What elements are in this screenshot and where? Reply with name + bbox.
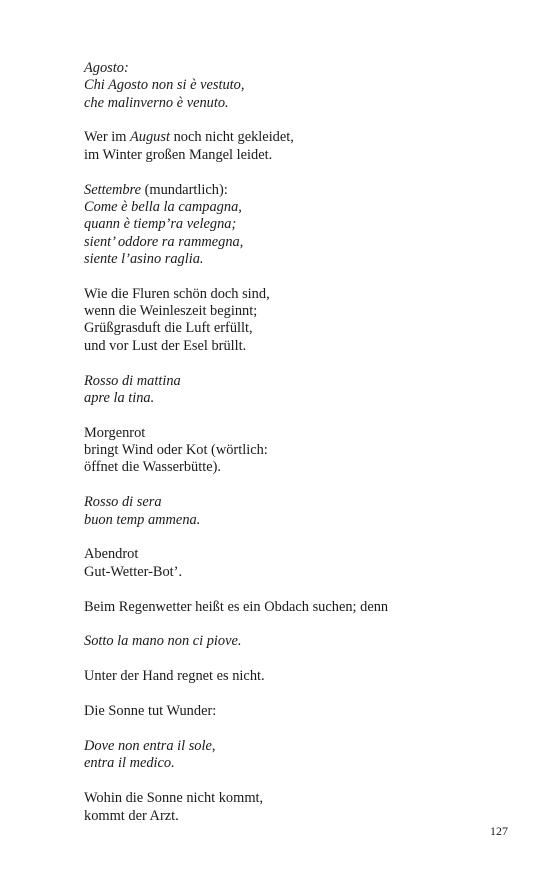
text-line bbox=[84, 182, 524, 199]
italic-segment: Agosto: bbox=[84, 60, 129, 76]
text-line bbox=[84, 564, 524, 581]
text-line bbox=[84, 790, 524, 807]
italic-segment: quann è tiemp’ra velegna; bbox=[84, 216, 237, 233]
text-line bbox=[84, 286, 524, 303]
text-line bbox=[84, 442, 524, 459]
roman-segment: (mundartlich): bbox=[141, 181, 228, 198]
italic-segment: buon temp ammena. bbox=[84, 511, 201, 528]
roman-segment: Grüßgrasduft die Luft erfüllt, bbox=[84, 320, 253, 337]
italic-segment: Chi Agosto non si è vestuto, bbox=[84, 77, 245, 94]
text-line bbox=[84, 303, 524, 320]
stanza bbox=[84, 546, 524, 581]
stanza bbox=[84, 494, 524, 529]
italic-segment: siente l’asino raglia. bbox=[84, 250, 204, 267]
text-line bbox=[84, 512, 524, 529]
text-line bbox=[84, 77, 524, 94]
italic-segment: sient’ oddore ra rammegna, bbox=[84, 233, 244, 250]
text-line bbox=[84, 320, 524, 337]
roman-segment: und vor Lust der Esel brüllt. bbox=[84, 337, 247, 354]
stanza bbox=[84, 60, 524, 112]
italic-segment: Come è bella la campagna, bbox=[84, 198, 242, 215]
text-line bbox=[84, 199, 524, 216]
text-line bbox=[84, 60, 524, 77]
text-line bbox=[84, 251, 524, 268]
stanza bbox=[84, 286, 524, 355]
roman-segment: Wohin die Sonne nicht kommt, bbox=[84, 790, 264, 807]
text-line bbox=[84, 216, 524, 233]
text-line bbox=[84, 425, 524, 442]
text-line bbox=[84, 808, 524, 825]
text-line bbox=[84, 234, 524, 251]
italic-segment: Sotto la mano non ci piove. bbox=[84, 633, 242, 650]
text-line bbox=[84, 494, 524, 511]
text-line bbox=[84, 459, 524, 476]
italic-segment: Rosso di mattina bbox=[84, 372, 181, 389]
roman-segment: noch nicht gekleidet, bbox=[169, 129, 294, 146]
roman-segment: bringt Wind oder Kot (wörtlich: bbox=[84, 442, 268, 459]
text-line bbox=[84, 95, 524, 112]
roman-segment: öffnet die Wasserbütte). bbox=[84, 459, 221, 476]
roman-segment: Gut-Wetter-Bot’. bbox=[84, 563, 183, 580]
text-line bbox=[84, 668, 524, 685]
roman-segment: Abendrot bbox=[84, 546, 139, 563]
roman-segment: Wie die Fluren schön doch sind, bbox=[84, 285, 270, 302]
roman-segment: kommt der Arzt. bbox=[84, 807, 179, 824]
roman-segment: im Winter großen Mangel leidet. bbox=[84, 146, 273, 163]
roman-segment: Unter der Hand regnet es nicht. bbox=[84, 668, 265, 685]
italic-segment: Rosso di sera bbox=[84, 494, 162, 511]
text-line bbox=[84, 599, 524, 616]
stanza bbox=[84, 633, 524, 650]
stanza bbox=[84, 703, 524, 720]
text-line bbox=[84, 129, 524, 146]
stanza bbox=[84, 373, 524, 408]
italic-segment: August bbox=[130, 129, 170, 146]
roman-segment: Die Sonne tut Wunder: bbox=[84, 703, 217, 720]
text-line bbox=[84, 390, 524, 407]
roman-segment: Beim Regenwetter heißt es ein Obdach suchen; denn bbox=[84, 598, 389, 615]
italic-segment: Settembre bbox=[84, 181, 142, 198]
roman-segment: wenn die Weinleszeit beginnt; bbox=[84, 303, 258, 320]
text-line bbox=[84, 633, 524, 650]
page-body bbox=[84, 60, 524, 843]
italic-segment: Dove non entra il sole, bbox=[84, 738, 216, 755]
roman-segment: Wer im bbox=[84, 129, 130, 146]
text-line bbox=[84, 703, 524, 720]
text-line bbox=[84, 373, 524, 390]
italic-segment: apre la tina. bbox=[84, 389, 155, 406]
stanza bbox=[84, 599, 524, 616]
text-line bbox=[84, 755, 524, 772]
roman-segment: Morgenrot bbox=[84, 424, 146, 441]
page-number: 127 bbox=[490, 824, 508, 838]
stanza bbox=[84, 668, 524, 685]
stanza bbox=[84, 738, 524, 773]
italic-segment: che malinverno è venuto. bbox=[84, 94, 229, 111]
stanza bbox=[84, 425, 524, 477]
text-line bbox=[84, 738, 524, 755]
stanza bbox=[84, 790, 524, 825]
text-line bbox=[84, 147, 524, 164]
stanza bbox=[84, 129, 524, 164]
text-line bbox=[84, 546, 524, 563]
text-line bbox=[84, 338, 524, 355]
italic-segment: entra il medico. bbox=[84, 755, 175, 772]
stanza bbox=[84, 182, 524, 268]
